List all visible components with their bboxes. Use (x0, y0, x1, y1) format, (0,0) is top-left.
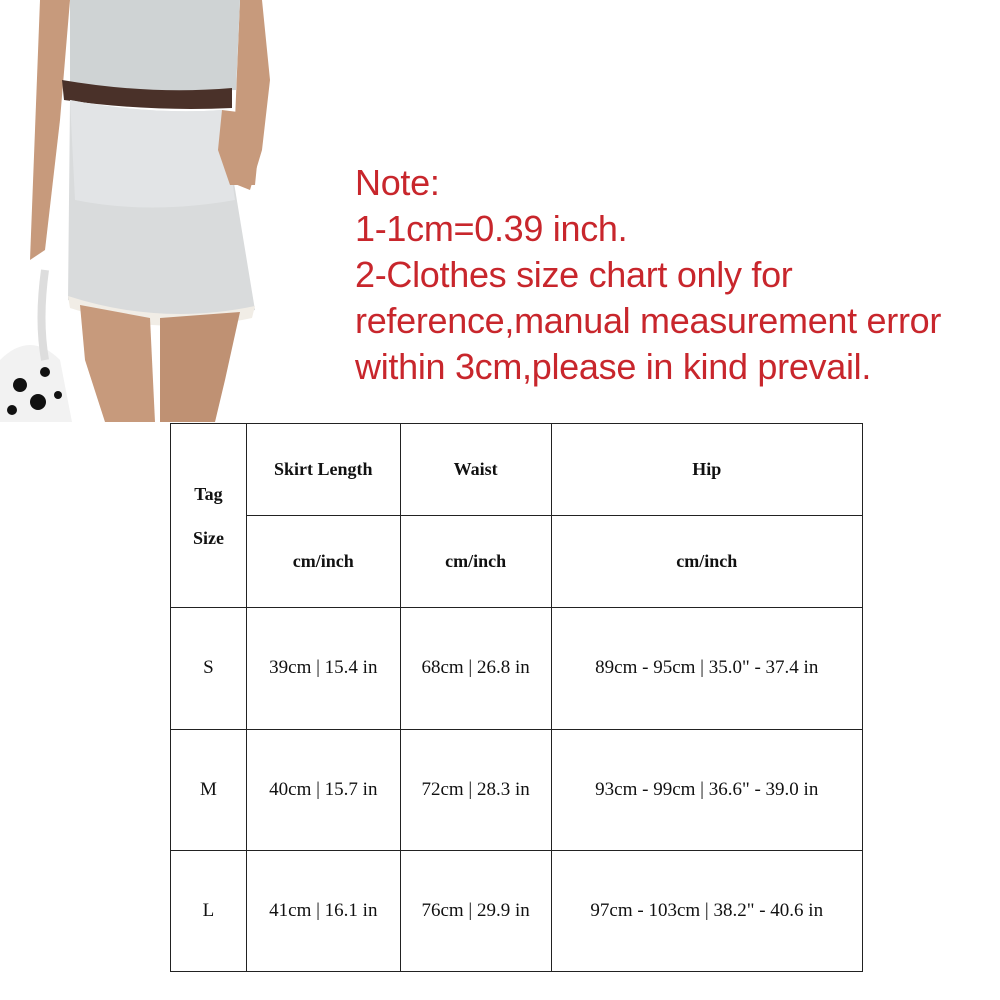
hip-unit: cm/inch (551, 516, 862, 608)
size-cell: M (171, 729, 247, 850)
hip-cell: 93cm - 99cm | 36.6" - 39.0 in (551, 729, 862, 850)
waist-header: Waist (400, 424, 551, 516)
size-chart-table (170, 423, 863, 972)
table-row (171, 729, 863, 850)
note-line-2: 2-Clothes size chart only for (355, 254, 793, 295)
note-line-3: reference,manual measurement error (355, 300, 942, 341)
table-row (171, 850, 863, 971)
size-cell: S (171, 608, 247, 729)
size-label: Size (192, 527, 224, 548)
hip-cell: 89cm - 95cm | 35.0" - 37.4 in (551, 608, 862, 729)
tag-size-header (171, 424, 247, 608)
table-unit-row (171, 516, 863, 608)
table-header-row (171, 424, 863, 516)
note-heading: Note: (355, 162, 440, 203)
size-cell: L (171, 850, 247, 971)
waist-cell: 68cm | 26.8 in (400, 608, 551, 729)
table-row (171, 608, 863, 729)
size-note (355, 160, 941, 390)
skirt-length-cell: 41cm | 16.1 in (246, 850, 400, 971)
note-line-1: 1-1cm=0.39 inch. (355, 208, 628, 249)
skirt-length-cell: 40cm | 15.7 in (246, 729, 400, 850)
note-line-4: within 3cm,please in kind prevail. (355, 346, 872, 387)
hip-header: Hip (551, 424, 862, 516)
waist-unit: cm/inch (400, 516, 551, 608)
skirt-length-header: Skirt Length (246, 424, 400, 516)
skirt-length-unit: cm/inch (246, 516, 400, 608)
tag-label: Tag (194, 483, 223, 504)
waist-cell: 72cm | 28.3 in (400, 729, 551, 850)
product-photo (0, 0, 290, 422)
hip-cell: 97cm - 103cm | 38.2" - 40.6 in (551, 850, 862, 971)
skirt-model-illustration (0, 0, 290, 422)
waist-cell: 76cm | 29.9 in (400, 850, 551, 971)
skirt-length-cell: 39cm | 15.4 in (246, 608, 400, 729)
